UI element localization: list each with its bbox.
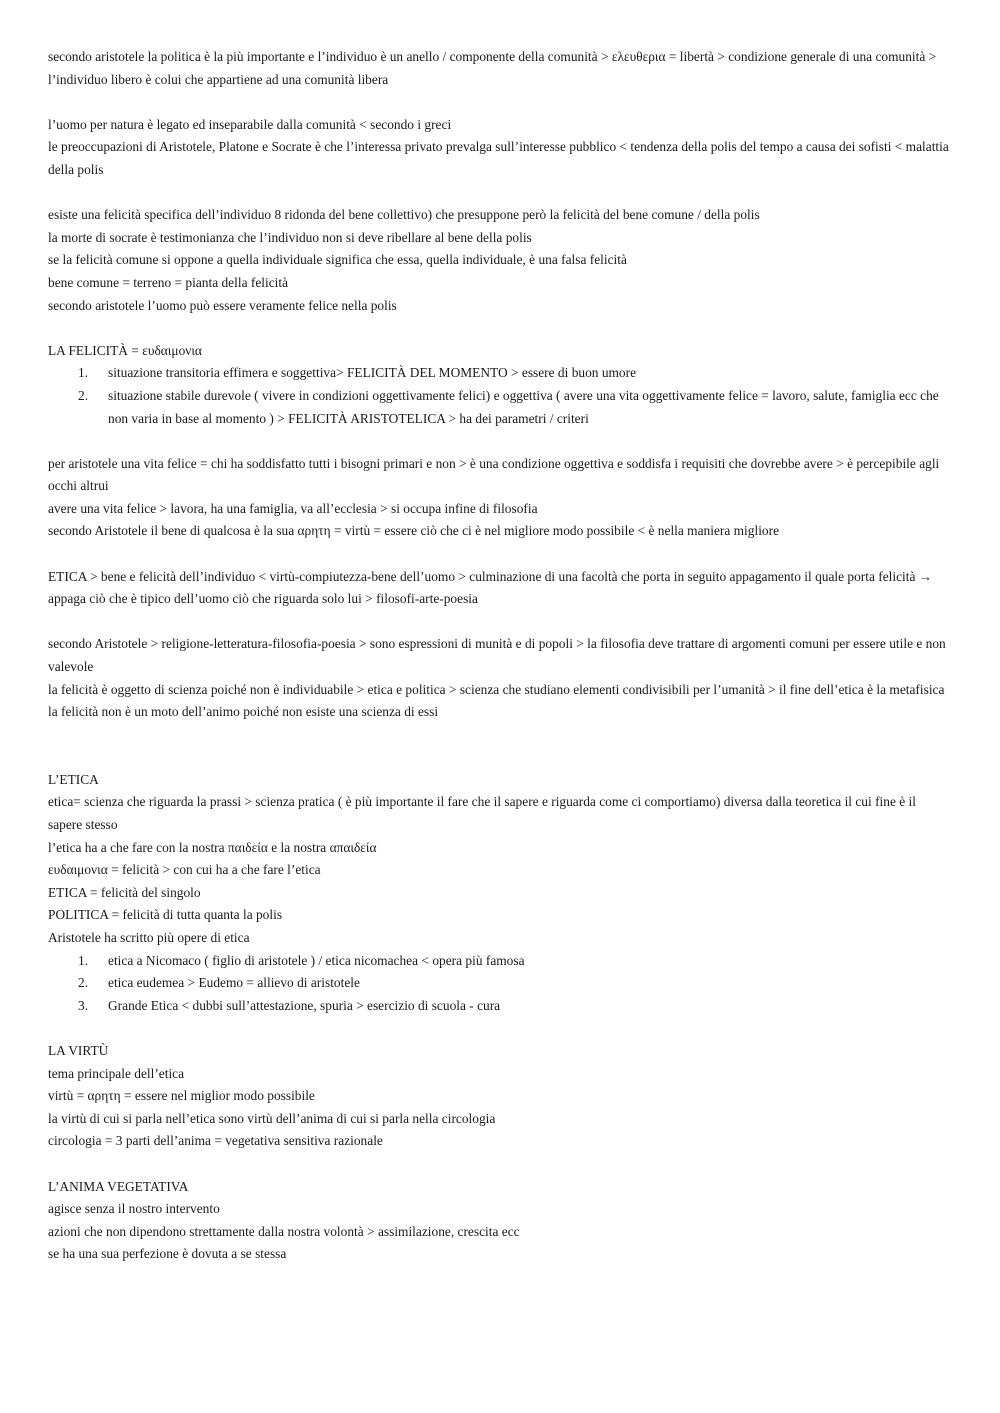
paragraph: se ha una sua perfezione è dovuta a se stessa — [48, 1246, 287, 1262]
paragraph: esiste una felicità specifica dell’individuo 8 ridonda del bene collettivo) che presuppone però la felicità del bene comune / della polis — [48, 207, 760, 223]
paragraph: l’etica ha a che fare con la nostra παιδεία e la nostra απαιδεία — [48, 839, 377, 855]
paragraph: azioni che non dipendono strettamente dalla nostra volontà > assimilazione, crescita ecc — [48, 1223, 520, 1239]
paragraph: circologia = 3 parti dell’anima = vegetativa sensitiva razionale — [48, 1133, 383, 1149]
list-number: 1. — [78, 952, 89, 968]
paragraph: se la felicità comune si oppone a quella individuale significa che essa, quella individuale, è una falsa felicità — [48, 252, 627, 268]
paragraph: tema principale dell’etica — [48, 1065, 185, 1081]
paragraph: la felicità è oggetto di scienza poiché non è individuabile > etica e politica > scienza che studiano elementi condivisibili per l’umanità > il fine dell’etica è la metafisica — [48, 681, 945, 697]
paragraph: avere una vita felice > lavora, ha una famiglia, va all’ecclesia > si occupa infine di filosofia — [48, 500, 538, 516]
list-number: 3. — [78, 997, 89, 1013]
list-item — [48, 995, 952, 1018]
list-number: 2. — [78, 387, 89, 403]
list-number: 1. — [78, 365, 89, 381]
section-heading-etica: L’ETICA — [48, 771, 99, 787]
list-item — [48, 972, 952, 995]
section-heading-felicita: LA FELICITÀ = ευδαιμονια — [48, 342, 202, 358]
list-number: 2. — [78, 975, 89, 991]
paragraph: la virtù di cui si parla nell’etica sono virtù dell’anima di cui si parla nella circologia — [48, 1110, 496, 1126]
list-item-text: etica eudemea > Eudemo = allievo di aristotele — [108, 975, 360, 991]
paragraph: virtù = αρητη = essere nel miglior modo possibile — [48, 1088, 315, 1104]
paragraph: secondo Aristotele il bene di qualcosa è la sua αρητη = virtù = essere ciò che ci è nel migliore modo possibile < è nella maniera migliore — [48, 523, 780, 539]
paragraph: POLITICA = felicità di tutta quanta la polis — [48, 907, 283, 923]
list-item-text: situazione transitoria effimera e soggettiva> FELICITÀ DEL MOMENTO > essere di buon umore — [108, 365, 637, 381]
list-item-text: etica a Nicomaco ( figlio di aristotele ) / etica nicomachea < opera più famosa — [108, 952, 525, 968]
list-item — [48, 362, 952, 385]
paragraph: bene comune = terreno = pianta della felicità — [48, 274, 289, 290]
list-item — [48, 385, 952, 430]
paragraph: secondo aristotele la politica è la più importante e l’individuo è un anello / componente della comunità > ελευθερια = libertà > condizione generale di una comunità > l’individuo libero è colui che appartiene ad una comunità libera — [48, 49, 937, 87]
paragraph: secondo Aristotele > religione-letteratura-filosofia-poesia > sono espressioni di munità e di popoli > la filosofia deve trattare di argomenti comuni per essere utile e non valevole — [48, 636, 946, 675]
list-item-text: situazione stabile durevole ( vivere in condizioni oggettivamente felici) e oggettiva ( avere una vita oggettivamente felice = lavoro, salute, famiglia ecc che non varia in base al momento ) > FELICITÀ ARISTOTELICA > ha dei parametri / criteri — [108, 387, 939, 426]
paragraph: la felicità non è un moto dell’animo poiché non esiste una scienza di essi — [48, 704, 439, 720]
list-item — [48, 950, 952, 973]
paragraph: etica= scienza che riguarda la prassi > scienza pratica ( è più importante il fare che il sapere e riguarda come ci comportiamo) diversa dalla teoretica il cui fine è il sapere stesso — [48, 794, 916, 832]
section-heading-virtu: LA VIRTÙ — [48, 1042, 109, 1058]
paragraph: ETICA = felicità del singolo — [48, 884, 201, 900]
felicita-list — [48, 362, 952, 430]
paragraph: per aristotele una vita felice = chi ha soddisfatto tutti i bisogni primari e non > è una condizione oggettiva e soddisfa i requisiti che dovrebbe avere > è percepibile agli occhi altrui — [48, 455, 940, 494]
paragraph: l’uomo per natura è legato ed inseparabile dalla comunità < secondo i greci — [48, 116, 452, 132]
paragraph: secondo aristotele l’uomo può essere veramente felice nella polis — [48, 297, 397, 313]
paragraph: Aristotele ha scritto più opere di etica — [48, 929, 250, 945]
paragraph: le preoccupazioni di Aristotele, Platone e Socrate è che l’interessa privato prevalga sull’interesse pubblico < tendenza della polis del tempo a causa dei sofisti < malattia della polis — [48, 139, 949, 177]
paragraph: agisce senza il nostro intervento — [48, 1201, 220, 1217]
list-item-text: Grande Etica < dubbi sull’attestazione, spuria > esercizio di scuola - cura — [108, 997, 501, 1013]
etica-works-list — [48, 950, 952, 1018]
paragraph: ETICA > bene e felicità dell’individuo < virtù-compiutezza-bene dell’uomo > culminazione di una facoltà che porta in seguito appagamento il quale porta felicità → appaga ciò che è tipico dell’uomo ciò che riguarda solo lui > filosofi-arte-poesia — [48, 568, 933, 607]
document-page — [48, 46, 952, 1266]
paragraph: ευδαιμονια = felicità > con cui ha a che fare l’etica — [48, 862, 321, 878]
section-heading-anima-vegetativa: L’ANIMA VEGETATIVA — [48, 1178, 189, 1194]
paragraph: la morte di socrate è testimonianza che l’individuo non si deve ribellare al bene della polis — [48, 229, 532, 245]
